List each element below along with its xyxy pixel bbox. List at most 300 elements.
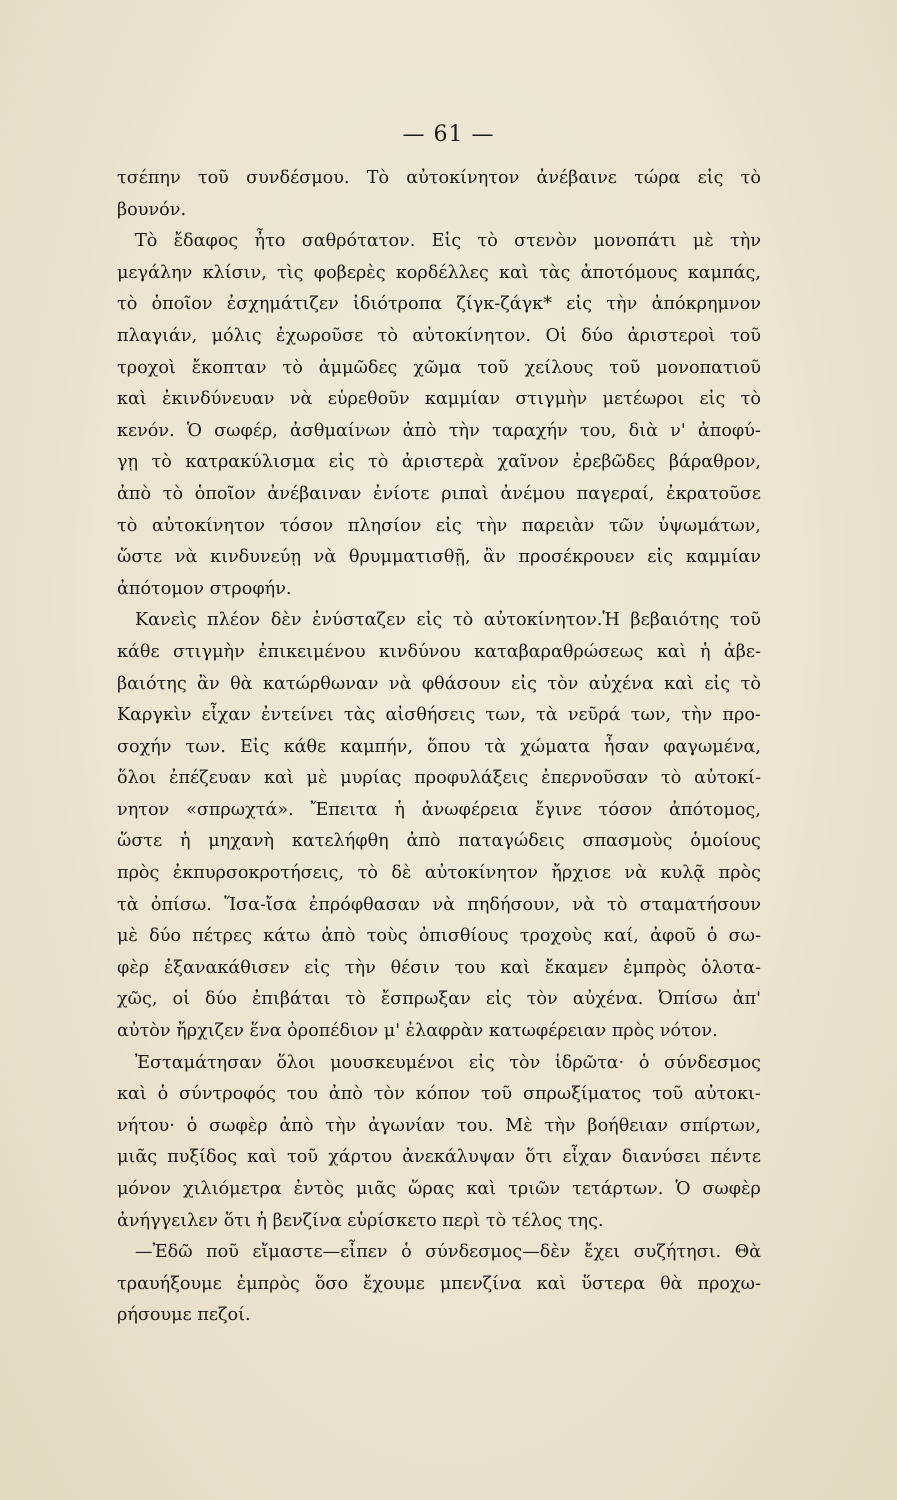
word: μετέωροι — [602, 389, 685, 410]
word: χώματα — [520, 736, 591, 757]
text-line — [117, 732, 761, 764]
word: ἀριστερὰ — [401, 452, 485, 473]
word: ἀριστεροὶ — [627, 325, 716, 346]
word: νὰ — [313, 547, 337, 568]
word: τροχοὶ — [117, 357, 176, 378]
text-line — [117, 1269, 761, 1301]
word: νὰ — [432, 894, 456, 915]
word: ἤρχισε — [551, 863, 611, 884]
word: βαιότης — [117, 673, 187, 694]
word: σαθρότατον. — [301, 231, 416, 252]
word: ἀγωνίαν — [368, 1115, 446, 1136]
word: καὶ — [656, 641, 687, 662]
word: παρειὰν — [521, 515, 595, 536]
word: ἔκαμεν — [544, 957, 609, 978]
word: στενὸν — [514, 231, 577, 252]
word: καμμίαν — [424, 389, 501, 410]
word: στιγμὴν — [172, 641, 245, 662]
word: τὴν — [730, 231, 761, 252]
text-line — [117, 1048, 761, 1080]
word: κάτω — [263, 926, 311, 947]
word: κάθε — [117, 641, 160, 662]
word: ἐκρατοῦσε — [666, 483, 761, 504]
word: αὐτοκίνητον — [406, 168, 520, 188]
word: πυξίδος — [167, 1147, 238, 1168]
word: προχω- — [697, 1273, 761, 1294]
word: δύο — [581, 325, 614, 346]
text-line — [117, 858, 761, 890]
word: τὴν — [325, 1115, 357, 1136]
word: σωφὲρ — [702, 1179, 761, 1199]
word: μόνον — [117, 1179, 172, 1199]
word: ζίγκ-ζάγκ* — [456, 294, 552, 315]
word: παταγώδεις — [458, 831, 565, 852]
word: νεῦρά — [567, 705, 621, 726]
word: νὰ — [624, 863, 647, 884]
word: ἐπερνοῦσαν — [541, 768, 649, 789]
text-line — [117, 795, 761, 827]
word: ἀπότομος, — [669, 799, 761, 820]
word: κλίσιν, — [202, 262, 267, 283]
word: τοὺς — [366, 926, 408, 947]
word: τὸ — [477, 231, 498, 252]
word: ἔχει — [584, 1242, 621, 1263]
word: ἀνωφέρεια — [421, 799, 519, 820]
text-line — [117, 1016, 761, 1048]
word: μουσκευμένοι — [330, 1052, 455, 1073]
page-number: — 61 — — [402, 122, 495, 147]
word: καὶ — [247, 1147, 277, 1168]
word: τὸ — [740, 168, 761, 188]
word: τὰ — [117, 894, 139, 915]
word: τὸ — [117, 515, 138, 536]
word: θὰ — [230, 673, 253, 694]
word: κόπον — [415, 1084, 471, 1105]
word: νὰ — [289, 389, 313, 410]
text-line — [117, 826, 761, 858]
word: τὸ — [357, 863, 378, 884]
text-line — [117, 637, 761, 669]
word: συνδέσμου. — [246, 168, 350, 188]
word: τὴν — [476, 515, 508, 536]
word: Ὁ — [675, 1179, 691, 1199]
word: εἰς — [566, 294, 593, 315]
text-line — [117, 195, 761, 227]
word: καὶ — [117, 1084, 147, 1105]
word: ἀπὸ — [402, 420, 437, 441]
word: ἡ — [179, 831, 191, 852]
word: ἐπιβάται — [251, 989, 331, 1010]
word: ἀπὸ — [279, 1115, 314, 1136]
word: καὶ — [536, 1273, 567, 1294]
word: εἰς — [304, 957, 331, 978]
word: μονοπατιοῦ — [656, 357, 761, 378]
word: Εἰς — [431, 231, 462, 252]
word: Τὸ — [366, 168, 390, 188]
word: πρὸς — [117, 863, 160, 884]
word: ὁποῖον — [151, 294, 213, 315]
word: αὐτοκίνητον — [151, 515, 265, 536]
word: τοῦ — [481, 1084, 513, 1105]
word: αὐτοκί- — [694, 768, 761, 789]
word: ἐμπρὸς — [236, 1273, 300, 1294]
word: νήτου· — [117, 1115, 175, 1136]
word: ἐσχημάτιζεν — [226, 294, 339, 315]
word: αἰσθήσεις — [385, 705, 476, 726]
text-line — [117, 226, 761, 258]
word: καί, — [603, 926, 639, 947]
word: σοχήν — [117, 736, 172, 757]
word: ποῦ — [206, 1242, 239, 1263]
word: ἐρεβῶδες — [572, 452, 656, 473]
text-line — [117, 1174, 761, 1206]
word: τῶν — [608, 515, 644, 536]
word: σύνδεσμος — [663, 1052, 761, 1073]
word: ἱδρῶτα· — [554, 1052, 625, 1073]
word: ἀπ' — [732, 989, 761, 1010]
word: τὰ — [484, 736, 507, 757]
word: ἔδαφος — [173, 231, 239, 252]
text-line — [117, 605, 761, 637]
word: ἀβε- — [723, 641, 761, 662]
word: ἐπικειμένου — [258, 641, 366, 662]
word: ἀπόκρημνον — [651, 294, 761, 315]
word: ἀνέβαινε — [536, 168, 617, 188]
word: πλησίον — [347, 515, 422, 536]
word: ὅτι — [525, 1147, 553, 1168]
word: σωφὲρ — [209, 1115, 268, 1136]
word: κατρακύλισμα — [185, 452, 316, 473]
word: φθάσουν — [421, 673, 501, 694]
word: χῶμα — [413, 357, 462, 378]
text-line — [117, 953, 761, 985]
word: ἐκινδύνευαν — [162, 389, 275, 410]
word: αὐτοκίνητον. — [412, 325, 532, 346]
word: καὶ — [263, 768, 294, 789]
word: εἶχαν — [562, 1147, 612, 1168]
word: ἦτο — [254, 231, 286, 252]
text-line — [117, 1300, 761, 1332]
word: εἰς — [697, 168, 724, 188]
word: μπενζίνα — [439, 1273, 522, 1294]
word: ἀπὸ — [406, 831, 441, 852]
word: δύο — [149, 926, 182, 947]
word: εἰς — [468, 1052, 495, 1073]
word: ἐπρόφθασαν — [308, 894, 421, 915]
word: ριπαὶ — [441, 483, 489, 504]
word: μεγάλην — [117, 262, 193, 283]
word: σύνδεσμος—δὲν — [425, 1242, 571, 1263]
word: ἀπὸ — [321, 926, 356, 947]
word: τὸ — [151, 452, 172, 473]
word: των, — [630, 705, 672, 726]
word: διὰ — [628, 420, 659, 441]
text-line — [117, 984, 761, 1016]
word: τὸ — [345, 989, 366, 1010]
word: τὰς — [343, 705, 376, 726]
text-line — [117, 511, 761, 543]
word: τοῦ — [652, 1084, 684, 1105]
text-line — [117, 890, 761, 922]
word: κατελήφθη — [291, 831, 389, 852]
word: κάθε — [283, 736, 327, 757]
word: εἰς — [647, 547, 674, 568]
word: χείλους — [524, 357, 594, 378]
word: ἀπὸ — [117, 483, 152, 504]
word: τὸν — [373, 1084, 405, 1105]
text-line — [117, 384, 761, 416]
word: πηδήσουν, — [467, 894, 561, 915]
word: πέντε — [710, 1147, 761, 1168]
word: ἐνύσταζεν — [312, 610, 406, 631]
word: τσέπην — [117, 168, 181, 188]
word: σταματήσουν — [639, 894, 761, 915]
word: τόσον — [279, 515, 334, 536]
text-line — [117, 447, 761, 479]
word: σω- — [728, 926, 761, 947]
word: νὰ — [572, 894, 595, 915]
word: ἐντείνει — [261, 705, 334, 726]
word: τὴν — [448, 420, 480, 441]
word: νὰ — [174, 547, 198, 568]
text-line — [117, 321, 761, 353]
word: «σπρωχτά». — [186, 799, 294, 820]
word: ὑψωμάτων, — [658, 515, 761, 536]
word: Μὲ — [505, 1115, 533, 1136]
word: τὸ — [740, 673, 761, 694]
word: ὅπου — [426, 736, 471, 757]
word: Θὰ — [734, 1242, 761, 1263]
word: κινδύνου — [378, 641, 461, 662]
word: του. — [456, 1115, 494, 1136]
text-line-content: ἀνήγγειλεν ὅτι ἡ βενζίνα εὑρίσκετο περὶ τὸ τέλος της. — [117, 1210, 604, 1231]
word: ν' — [670, 420, 686, 441]
word: ἐξανακάθισεν — [163, 957, 290, 978]
word: τοῦ — [287, 1147, 319, 1168]
word: αὐχένα. — [572, 989, 644, 1010]
word: ἔσπρωξαν — [380, 989, 471, 1010]
word: τοῦ — [729, 610, 761, 631]
word: καμπάς, — [687, 262, 761, 283]
word: τὴν — [544, 1115, 576, 1136]
word: φοβερὲς — [313, 262, 386, 283]
word: τοῦ — [609, 357, 641, 378]
word: σωφέρ, — [214, 420, 278, 441]
word: καμπήν, — [340, 736, 413, 757]
word: πλέον — [207, 610, 261, 631]
word: καὶ — [466, 1179, 497, 1199]
word: χάρτου — [328, 1147, 393, 1168]
word: ἂν — [197, 673, 220, 694]
word: Τὸ — [135, 231, 158, 252]
word: βεβαιότης — [630, 610, 720, 631]
word: προ- — [722, 705, 761, 726]
word: μὲ — [117, 926, 138, 947]
word: Οἱ — [545, 325, 567, 346]
text-line — [117, 163, 761, 195]
word: των. — [185, 736, 226, 757]
word: κυλᾷ — [660, 863, 706, 884]
word: βοήθειαν — [587, 1115, 668, 1136]
word: του, — [579, 420, 617, 441]
word: ὁλοτα- — [701, 957, 761, 978]
word: πλαγιάν, — [117, 325, 198, 346]
word: ὁ — [186, 1115, 198, 1136]
word: κορδέλλες — [395, 262, 489, 283]
word: δὲν — [270, 610, 302, 631]
word: πρὸς — [718, 863, 761, 884]
word: Κανεὶς — [135, 610, 197, 631]
body-text — [117, 163, 761, 1332]
word: ἀφοῦ — [650, 926, 696, 947]
word: κενόν. — [117, 420, 175, 441]
word: ὅσο — [314, 1273, 349, 1294]
word: αὐχένα — [588, 673, 654, 694]
word: εἰς — [699, 389, 726, 410]
word: τώρα — [634, 168, 681, 188]
word: ἔκοπταν — [191, 357, 267, 378]
word: τὸ — [740, 389, 761, 410]
word: παγεραί, — [576, 483, 655, 504]
word: εἴμαστε—εἶπεν — [252, 1242, 388, 1263]
word: γῃ — [117, 452, 139, 473]
word: αὐτοκίνητον — [424, 863, 538, 884]
text-line — [117, 289, 761, 321]
word: σπρωξίματος — [522, 1084, 642, 1105]
word: ἐμπρὸς — [623, 957, 687, 978]
word: ἔγινε — [535, 799, 582, 820]
word: τὶς — [277, 262, 304, 283]
text-line — [117, 1206, 761, 1238]
word: χιλιόμετρα — [182, 1179, 282, 1199]
word: ἀποφύ- — [697, 420, 761, 441]
word: τὸν — [526, 989, 558, 1010]
word: ἐνίοτε — [373, 483, 430, 504]
word: βάραθρον, — [668, 452, 761, 473]
word: του — [286, 1084, 318, 1105]
word: ὀπισθίους — [418, 926, 509, 947]
word: ὕστερα — [581, 1273, 646, 1294]
word: ὁμοίους — [690, 831, 761, 852]
word: Ἐσταμάτησαν — [135, 1052, 262, 1073]
word: τὸ — [162, 483, 184, 504]
word: καὶ — [498, 262, 529, 283]
text-line — [117, 542, 761, 574]
word: ἐπέζευαν — [169, 768, 252, 789]
word: τραυήξουμε — [117, 1273, 222, 1294]
word: ἀσθμαίνων — [290, 420, 391, 441]
word: εἰς — [704, 673, 731, 694]
word: κατώρθωναν — [262, 673, 379, 694]
word: ἔχουμε — [362, 1273, 425, 1294]
word: πέτρες — [192, 926, 252, 947]
text-line-content: ρήσουμε πεζοί. — [117, 1305, 251, 1326]
word: ἐντὸς — [293, 1179, 344, 1199]
word: εἰς — [511, 673, 537, 694]
word: τὰ — [536, 705, 558, 726]
word: μιᾶς — [117, 1147, 158, 1168]
word: τριῶν — [508, 1179, 561, 1199]
word: καταβαραθρώσεως — [474, 641, 644, 662]
word: ἡ — [394, 799, 405, 820]
word: τροχοὺς — [519, 926, 593, 947]
text-line — [117, 1237, 761, 1269]
word: θέσιν — [390, 957, 440, 978]
word: ἀποτόμους — [580, 262, 678, 283]
text-line-content: αὐτὸν ἤρχιζεν ἕνα ὀροπέδιον μ' ἐλαφρὰν κατωφέρειαν πρὸς νότον. — [117, 1021, 718, 1042]
word: ἀνεκάλυψαν — [402, 1147, 516, 1168]
word: Ἴσα-ἴσα — [224, 894, 297, 915]
text-line — [117, 353, 761, 385]
word: χῶς, — [117, 989, 158, 1010]
word: οἱ — [172, 989, 190, 1010]
word: τὰς — [538, 262, 571, 283]
word: τοῦ — [729, 325, 761, 346]
text-line — [117, 669, 761, 701]
text-line — [117, 574, 761, 606]
word: τὴν — [681, 705, 713, 726]
word: τὸ — [368, 452, 389, 473]
word: Ὀπίσω — [658, 989, 718, 1010]
word: χαῖνον — [497, 452, 559, 473]
word: θρυμματισθῇ, — [348, 547, 471, 568]
text-line-content: ἀπότομον στροφήν. — [117, 578, 292, 599]
word: καὶ — [500, 957, 531, 978]
word: ὁ — [157, 1084, 169, 1105]
word: ὥρας — [408, 1179, 455, 1199]
word: ἀνέμου — [500, 483, 565, 504]
word: Ὁ — [186, 420, 202, 441]
word: τὸ — [282, 357, 303, 378]
text-line — [117, 700, 761, 732]
word: τὴν — [344, 957, 376, 978]
word: ἐχωροῦσε — [276, 325, 364, 346]
word: νὰ — [388, 673, 412, 694]
word: —Ἐδῶ — [135, 1242, 193, 1263]
word: εἰς — [416, 610, 443, 631]
word: τετάρτων. — [572, 1179, 664, 1199]
word: ἀπὸ — [328, 1084, 363, 1105]
word: Εἰς — [239, 736, 270, 757]
word: τοῦ — [197, 168, 229, 188]
word: ὁποῖον — [194, 483, 256, 504]
word: αὐτοκι- — [694, 1084, 761, 1105]
word: ὅλοι — [276, 1052, 316, 1073]
word: ὁ — [706, 926, 718, 947]
word: καμμίαν — [685, 547, 761, 568]
word: ὥστε — [117, 831, 163, 852]
word: ἂν — [483, 547, 506, 568]
word: σπίρτων, — [679, 1115, 761, 1136]
word: μονοπάτι — [593, 231, 677, 252]
word: διανύσει — [621, 1147, 701, 1168]
word: τὸ — [661, 768, 682, 789]
word: καὶ — [117, 389, 147, 410]
word: εἰς — [485, 989, 512, 1010]
word: σπασμοὺς — [582, 831, 673, 852]
text-line — [117, 1079, 761, 1111]
text-line — [117, 763, 761, 795]
word: τὸν — [547, 673, 579, 694]
text-line — [117, 416, 761, 448]
word: Ἔπειτα — [310, 799, 378, 820]
word: σύντροφός — [179, 1084, 276, 1105]
word: τὸ — [117, 294, 138, 315]
word: τοῦ — [477, 357, 509, 378]
word: κινδυνεύῃ — [210, 547, 302, 568]
word: ἰδιότροπα — [352, 294, 443, 315]
word: ἀνέβαιναν — [267, 483, 362, 504]
